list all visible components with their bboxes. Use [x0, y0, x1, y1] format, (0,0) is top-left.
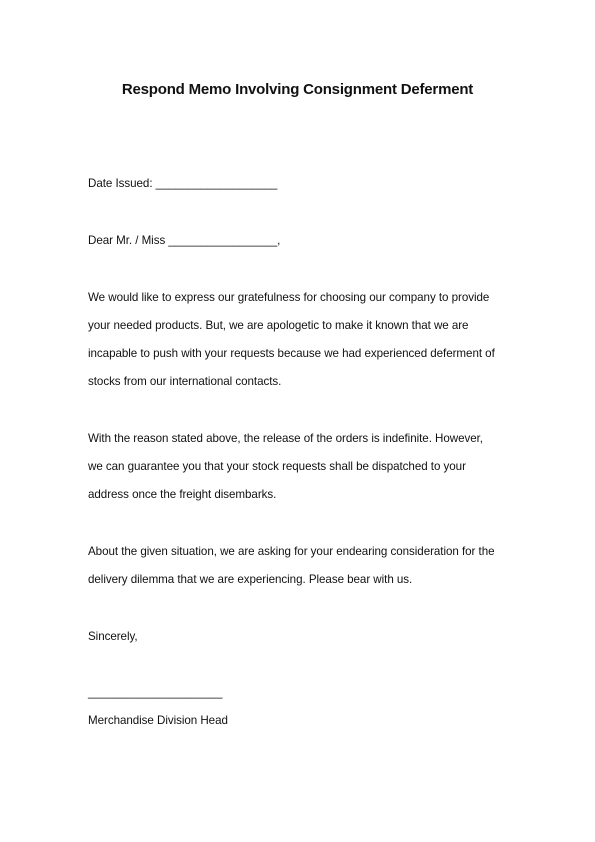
- memo-title: Respond Memo Involving Consignment Deferment: [121, 81, 474, 98]
- paragraph-line: We would like to express our gratefulness for choosing our company to provide: [88, 291, 490, 304]
- paragraph-line: your needed products. But, we are apologetic to make it known that we are: [88, 319, 469, 332]
- signatory-title: Merchandise Division Head: [88, 714, 228, 727]
- salutation: Dear Mr. / Miss _________________,: [88, 234, 281, 247]
- paragraph-line: incapable to push with your requests because we had experienced deferment of: [88, 347, 495, 360]
- closing: Sincerely,: [88, 630, 138, 643]
- paragraph-line: delivery dilemma that we are experiencing. Please bear with us.: [88, 573, 413, 586]
- paragraph-line: With the reason stated above, the release of the orders is indefinite. However,: [88, 432, 483, 445]
- signature-line: _____________________: [88, 686, 223, 699]
- paragraph-line: About the given situation, we are asking for your endearing consideration for the: [88, 545, 495, 558]
- date-issued-line: Date Issued: ___________________: [88, 177, 278, 190]
- paragraph-line: address once the freight disembarks.: [88, 488, 277, 501]
- paragraph-line: we can guarantee you that your stock requests shall be dispatched to your: [88, 460, 466, 473]
- paragraph-line: stocks from our international contacts.: [88, 375, 282, 388]
